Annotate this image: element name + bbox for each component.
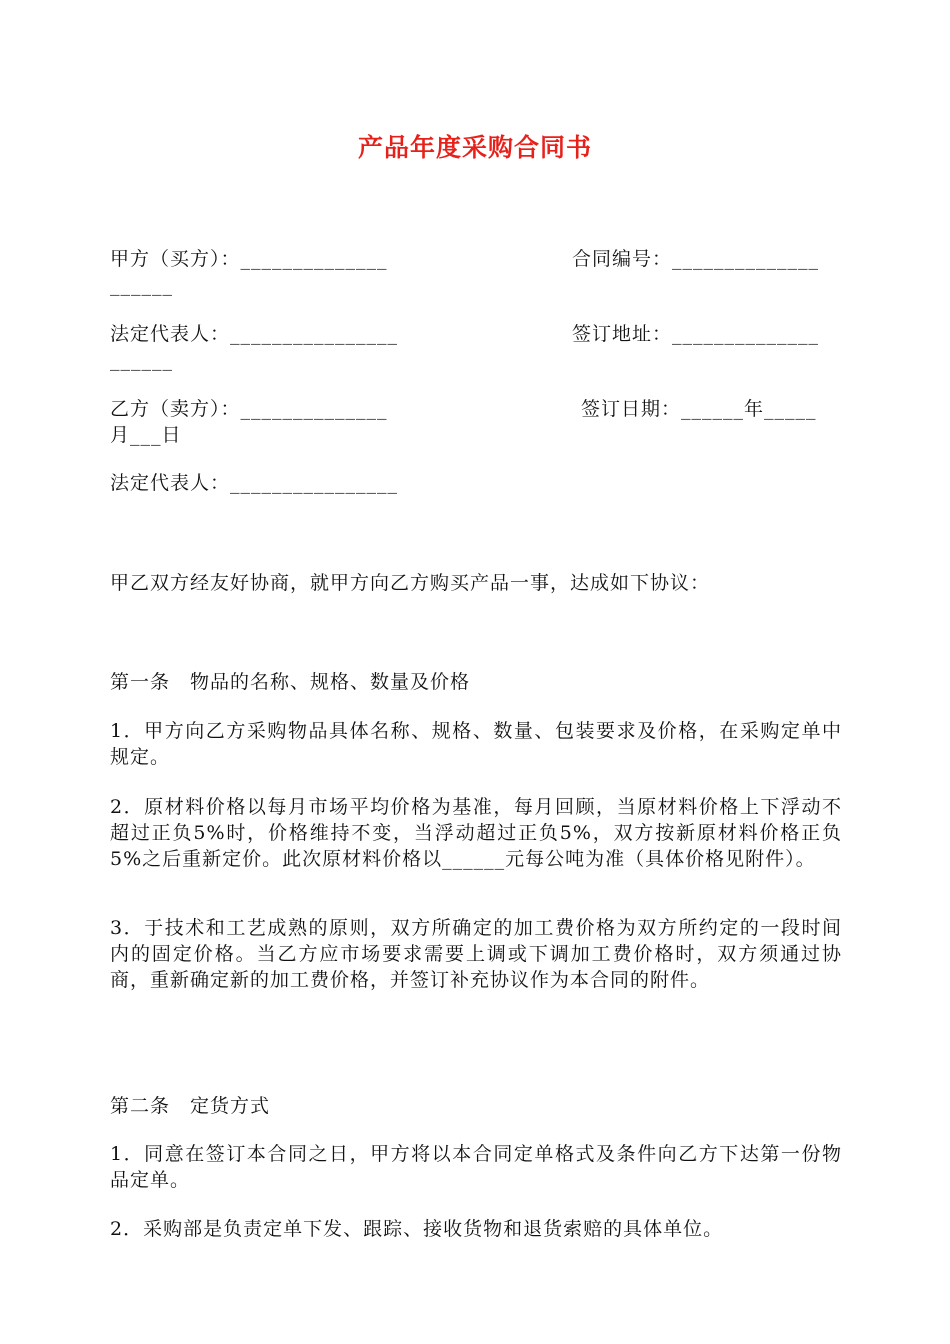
seller-field: 乙方（卖方）：______________ bbox=[110, 398, 388, 420]
article2-heading: 第二条 定货方式 bbox=[110, 1095, 271, 1117]
document-title: 产品年度采购合同书 bbox=[357, 133, 592, 162]
legal-representative-field-1: 法定代表人：________________ bbox=[110, 323, 399, 345]
article1-clause3: 3．于技术和工艺成熟的原则，双方所确定的加工费价格为双方所约定的一段时间内的固定价格。当乙方应市场要求需要上调或下调加工费价格时，双方须通过协商，重新确定新的加工费价格，并签订补充协议作为本合同的附件。 bbox=[110, 917, 842, 991]
legal-representative-field-2: 法定代表人：________________ bbox=[110, 472, 399, 494]
buyer-field: 甲方（买方）：______________ bbox=[110, 248, 388, 270]
contract-number-field: 合同编号：______________ bbox=[572, 248, 820, 270]
sign-date-field: 签订日期：______年_____ bbox=[581, 398, 817, 420]
legal-representative-field-1-continuation: ______ bbox=[110, 349, 173, 371]
article2-clause1: 1．同意在签订本合同之日，甲方将以本合同定单格式及条件向乙方下达第一份物品定单。 bbox=[110, 1143, 842, 1191]
article1-clause1: 1．甲方向乙方采购物品具体名称、规格、数量、包装要求及价格，在采购定单中规定。 bbox=[110, 720, 842, 768]
article1-clause2: 2．原材料价格以每月市场平均价格为基准，每月回顾，当原材料价格上下浮动不超过正负5%时，价格维持不变，当浮动超过正负5%，双方按新原材料价格正负5%之后重新定价。此次原材料价格以______元每公吨为准（具体价格见附件）。 bbox=[110, 796, 842, 870]
sign-place-field: 签订地址：______________ bbox=[572, 323, 820, 345]
sign-date-field-continuation: 月___日 bbox=[110, 424, 182, 446]
buyer-field-continuation: ______ bbox=[110, 274, 173, 296]
intro-paragraph: 甲乙双方经友好协商，就甲方向乙方购买产品一事，达成如下协议： bbox=[110, 572, 711, 594]
article2-clause2: 2．采购部是负责定单下发、跟踪、接收货物和退货索赔的具体单位。 bbox=[110, 1218, 724, 1240]
article1-heading: 第一条 物品的名称、规格、数量及价格 bbox=[110, 671, 471, 693]
